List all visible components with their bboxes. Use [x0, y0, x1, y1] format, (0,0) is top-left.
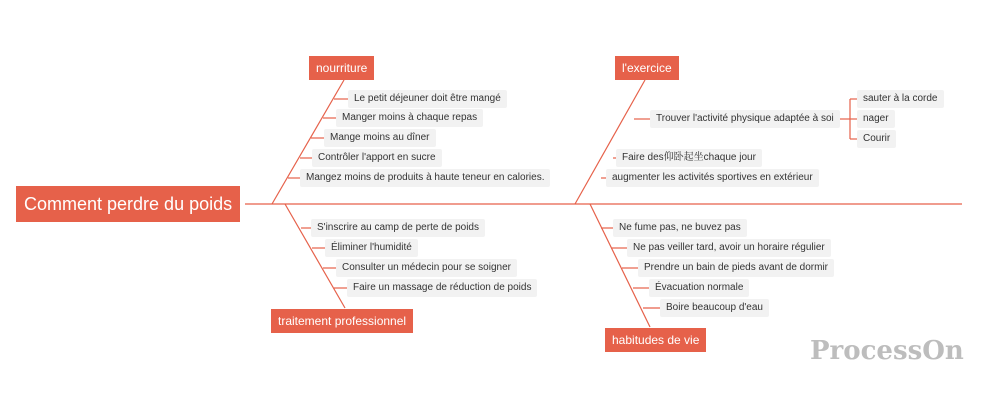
item-exercice-2[interactable]: Faire des仰卧起坐chaque jour — [616, 149, 762, 167]
item-nourriture-3[interactable]: Mange moins au dîner — [324, 129, 436, 147]
category-nourriture[interactable]: nourriture — [309, 56, 374, 80]
item-habitudes-2[interactable]: Ne pas veiller tard, avoir un horaire régulier — [627, 239, 831, 257]
subitem-exercice-2[interactable]: nager — [857, 110, 895, 128]
item-traitement-3[interactable]: Consulter un médecin pour se soigner — [336, 259, 517, 277]
item-habitudes-5[interactable]: Boire beaucoup d'eau — [660, 299, 769, 317]
category-exercice[interactable]: l'exercice — [615, 56, 679, 80]
item-habitudes-4[interactable]: Évacuation normale — [649, 279, 749, 297]
item-exercice-1[interactable]: Trouver l'activité physique adaptée à soi — [650, 110, 840, 128]
category-habitudes[interactable]: habitudes de vie — [605, 328, 706, 352]
item-nourriture-4[interactable]: Contrôler l'apport en sucre — [312, 149, 442, 167]
item-nourriture-5[interactable]: Mangez moins de produits à haute teneur en calories. — [300, 169, 550, 187]
item-habitudes-3[interactable]: Prendre un bain de pieds avant de dormir — [638, 259, 834, 277]
fishbone-head[interactable]: Comment perdre du poids — [16, 186, 240, 222]
category-traitement[interactable]: traitement professionnel — [271, 309, 413, 333]
item-traitement-4[interactable]: Faire un massage de réduction de poids — [347, 279, 537, 297]
item-habitudes-1[interactable]: Ne fume pas, ne buvez pas — [613, 219, 747, 237]
item-exercice-3[interactable]: augmenter les activités sportives en extérieur — [606, 169, 819, 187]
subitem-exercice-1[interactable]: sauter à la corde — [857, 90, 944, 108]
item-traitement-2[interactable]: Éliminer l'humidité — [325, 239, 418, 257]
item-traitement-1[interactable]: S'inscrire au camp de perte de poids — [311, 219, 485, 237]
item-nourriture-2[interactable]: Manger moins à chaque repas — [336, 109, 483, 127]
watermark-logo: ProcessOn — [810, 336, 964, 366]
subitem-exercice-3[interactable]: Courir — [857, 130, 896, 148]
item-nourriture-1[interactable]: Le petit déjeuner doit être mangé — [348, 90, 507, 108]
